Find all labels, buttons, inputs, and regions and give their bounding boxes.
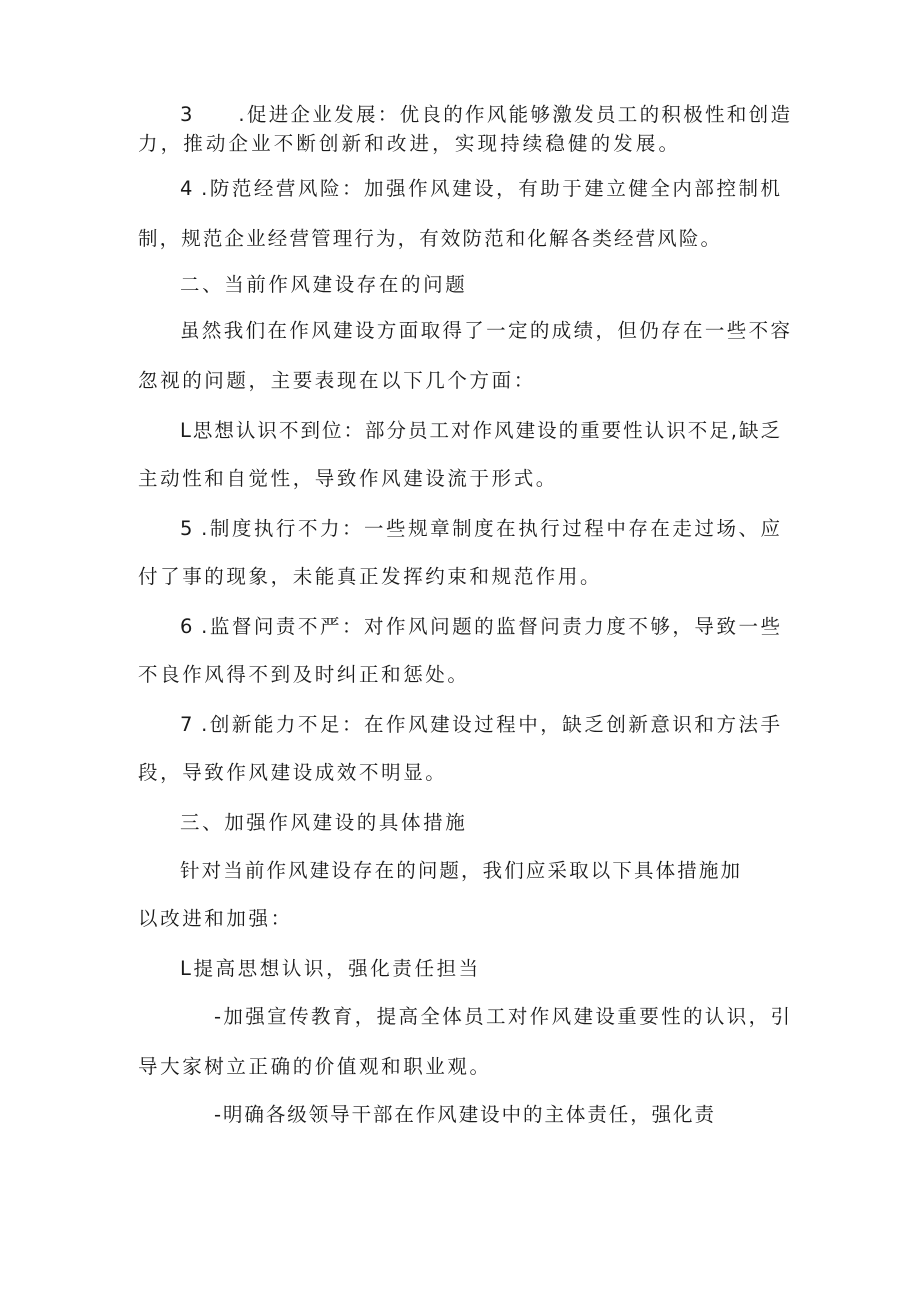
paragraph-line: L思想认识不到位：部分员工对作风建设的重要性认识不足,缺乏 (180, 419, 780, 442)
bullet-line: -明确各级领导干部在作风建设中的主体责任，强化责 (214, 1103, 714, 1126)
subheading: L提高思想认识，强化责任担当 (180, 957, 481, 980)
paragraph-line: 付了事的现象，未能真正发挥约束和规范作用。 (138, 565, 603, 588)
section-heading: 二、当前作风建设存在的问题 (180, 273, 468, 296)
paragraph-line: 以改进和加强： (138, 907, 293, 930)
paragraph-line: 虽然我们在作风建设方面取得了一定的成绩，但仍存在一些不容 (180, 319, 790, 342)
paragraph-line: 不良作风得不到及时纠正和惩处。 (138, 663, 470, 686)
paragraph-line: 力，推动企业不断创新和改进，实现持续稳健的发展。 (138, 132, 678, 155)
paragraph-line: 制，规范企业经营管理行为，有效防范和化解各类经营风险。 (138, 227, 720, 250)
paragraph-line: 导大家树立正确的价值观和职业观。 (138, 1055, 492, 1078)
paragraph-line: 5 .制度执行不力：一些规章制度在执行过程中存在走过场、应 (180, 517, 780, 540)
bullet-line: -加强宣传教育，提高全体员工对作风建设重要性的认识，引 (214, 1005, 790, 1028)
paragraph-line: 3 .促进企业发展：优良的作风能够激发员工的积极性和创造 (180, 103, 790, 126)
paragraph-line: 4 .防范经营风险：加强作风建设，有助于建立健全内部控制机 (180, 177, 780, 200)
paragraph-line: 段，导致作风建设成效不明显。 (138, 761, 448, 784)
paragraph-line: 6 .监督问责不严：对作风问题的监督问责力度不够，导致一些 (180, 615, 780, 638)
paragraph-line: 7 .创新能力不足：在作风建设过程中，缺乏创新意识和方法手 (180, 713, 780, 736)
paragraph-line: 忽视的问题，主要表现在以下几个方面： (138, 369, 536, 392)
section-heading: 三、加强作风建设的具体措施 (180, 811, 468, 834)
paragraph-line: 主动性和自觉性，导致作风建设流于形式。 (138, 467, 558, 490)
paragraph-line: 针对当前作风建设存在的问题，我们应采取以下具体措施加 (180, 859, 740, 882)
